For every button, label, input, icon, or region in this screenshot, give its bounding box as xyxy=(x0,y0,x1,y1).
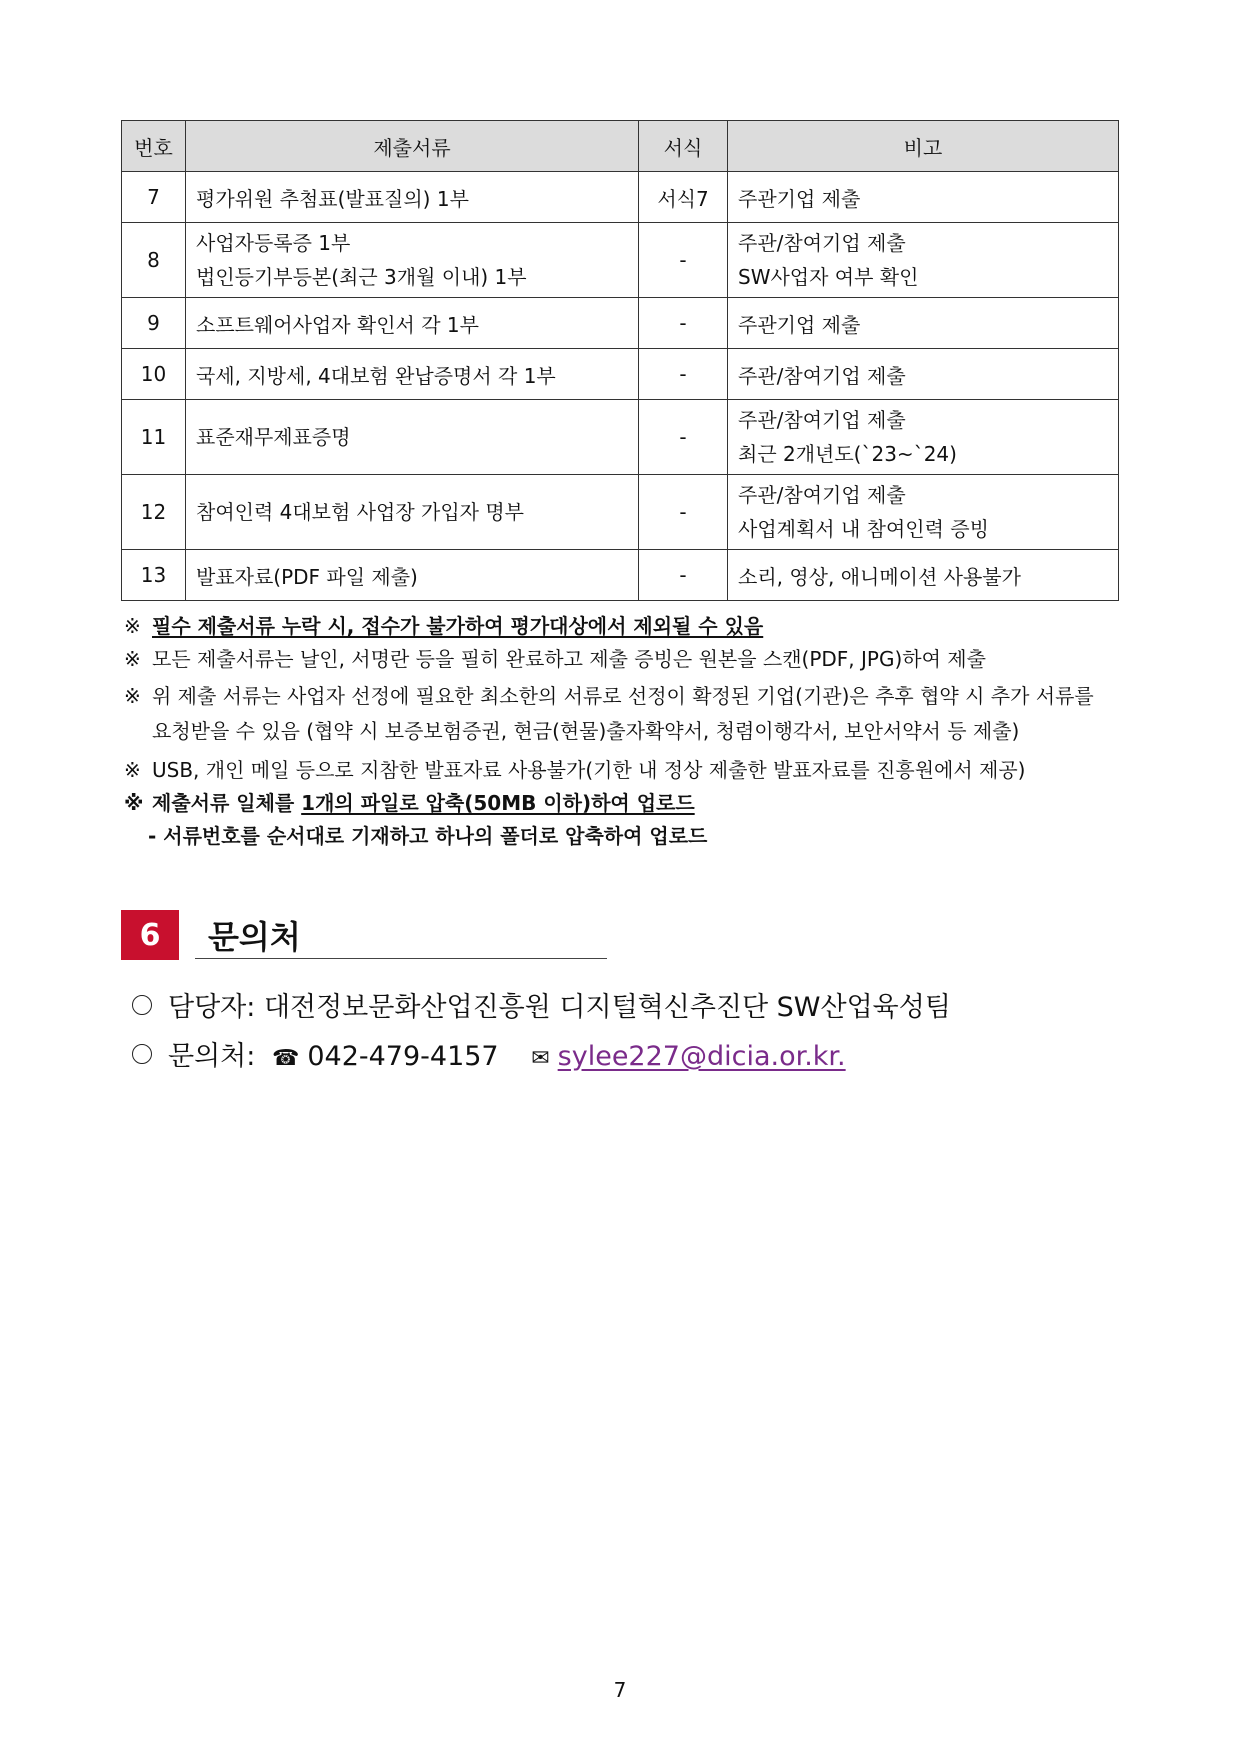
row-document-line: 소프트웨어사업자 확인서 각 1부 xyxy=(196,312,479,337)
row-document xyxy=(186,223,639,298)
note-additional-docs xyxy=(124,680,1094,709)
header-form: 서식 xyxy=(639,121,728,172)
row-document xyxy=(186,400,639,475)
inquiry-label: 문의처: xyxy=(168,1041,256,1072)
row-remarks xyxy=(728,550,1119,601)
row-remarks xyxy=(728,172,1119,223)
row-form: 서식7 xyxy=(639,172,728,223)
row-form: - xyxy=(639,475,728,550)
row-document-line: 법인등기부등본(최근 3개월 이내) 1부 xyxy=(196,265,527,289)
row-remarks-line: 주관기업 제출 xyxy=(738,186,861,211)
note-text: - 서류번호를 순서대로 기재하고 하나의 폴더로 압축하여 업로드 xyxy=(148,824,708,848)
row-form: - xyxy=(639,550,728,601)
reference-mark: ※ xyxy=(124,614,141,638)
row-form: - xyxy=(639,400,728,475)
row-document xyxy=(186,172,639,223)
row-document xyxy=(186,550,639,601)
note-folder xyxy=(148,820,707,849)
note-text: 요청받을 수 있음 (협약 시 보증보험증권, 현금(현물)출자확약서, 청렴이행각서, 보안서약서 등 제출) xyxy=(152,719,1020,743)
row-document-line: 표준재무제표증명 xyxy=(196,425,351,449)
reference-mark: ※ xyxy=(124,791,144,815)
reference-mark: ※ xyxy=(124,684,141,708)
reference-mark: ※ xyxy=(124,758,141,782)
table-row xyxy=(122,550,1119,601)
note-text-underlined: 1개의 파일로 압축(50MB 이하)하여 업로드 xyxy=(301,791,695,815)
note-text: 위 제출 서류는 사업자 선정에 필요한 최소한의 서류로 선정이 확정된 기업(기관)은 추후 협약 시 추가 서류를 xyxy=(152,684,1094,708)
row-document xyxy=(186,349,639,400)
manager-label: 담당자: xyxy=(168,992,256,1023)
page-number: 7 xyxy=(613,1678,627,1702)
contact-inquiry xyxy=(132,1034,846,1073)
row-number: 7 xyxy=(122,172,186,223)
row-remarks-line: 주관/참여기업 제출 xyxy=(738,408,906,432)
row-document-line: 사업자등록증 1부 xyxy=(196,231,351,255)
row-number: 8 xyxy=(122,223,186,298)
submission-documents-table xyxy=(121,120,1119,601)
row-number: 9 xyxy=(122,298,186,349)
header-document: 제출서류 xyxy=(186,121,639,172)
table-row xyxy=(122,349,1119,400)
table-row xyxy=(122,172,1119,223)
note-compress xyxy=(124,787,695,816)
row-remarks-line: 소리, 영상, 애니메이션 사용불가 xyxy=(738,564,1021,589)
note-required xyxy=(124,610,763,639)
note-signature xyxy=(124,643,986,672)
section-number-badge: 6 xyxy=(121,910,179,960)
note-text: 필수 제출서류 누락 시, 접수가 불가하여 평가대상에서 제외될 수 있음 xyxy=(152,614,764,638)
row-remarks-line: 주관/참여기업 제출 xyxy=(738,231,906,255)
table-row xyxy=(122,298,1119,349)
note-usb xyxy=(124,754,1025,783)
table-row xyxy=(122,475,1119,550)
row-document-line: 발표자료(PDF 파일 제출) xyxy=(196,564,418,589)
row-form: - xyxy=(639,349,728,400)
reference-mark: ※ xyxy=(124,647,141,671)
note-additional-docs-cont xyxy=(152,715,1019,744)
row-remarks xyxy=(728,298,1119,349)
row-document-line: 평가위원 추첨표(발표질의) 1부 xyxy=(196,186,469,211)
phone-icon: ☎ xyxy=(271,1046,300,1071)
email-link[interactable]: sylee227@dicia.or.kr. xyxy=(557,1041,846,1072)
note-text: USB, 개인 메일 등으로 지참한 발표자료 사용불가(기한 내 정상 제출한 발표자료를 진흥원에서 제공) xyxy=(152,758,1026,782)
row-form: - xyxy=(639,223,728,298)
section-divider xyxy=(195,958,607,959)
table-row xyxy=(122,400,1119,475)
section-title: 문의처 xyxy=(208,918,301,956)
row-document xyxy=(186,475,639,550)
manager-value: 대전정보문화산업진흥원 디지털혁신추진단 SW산업육성팀 xyxy=(263,992,951,1023)
phone-number: 042-479-4157 xyxy=(307,1041,499,1072)
row-remarks xyxy=(728,475,1119,550)
row-remarks xyxy=(728,223,1119,298)
row-form: - xyxy=(639,298,728,349)
row-remarks-line: 최근 2개년도(`23~`24) xyxy=(738,442,957,466)
row-document-line: 참여인력 4대보험 사업장 가입자 명부 xyxy=(196,500,524,524)
circle-bullet-icon xyxy=(132,995,152,1015)
row-remarks xyxy=(728,400,1119,475)
row-remarks-line: SW사업자 여부 확인 xyxy=(738,265,919,289)
row-number: 11 xyxy=(122,400,186,475)
table-header-row xyxy=(122,121,1119,172)
row-number: 12 xyxy=(122,475,186,550)
mail-icon: ✉ xyxy=(531,1046,550,1071)
row-remarks-line: 주관/참여기업 제출 xyxy=(738,363,906,388)
row-number: 10 xyxy=(122,349,186,400)
row-remarks-line: 주관/참여기업 제출 xyxy=(738,483,906,507)
contact-manager xyxy=(132,985,951,1024)
note-text: 제출서류 일체를 xyxy=(152,791,302,815)
header-remarks: 비고 xyxy=(728,121,1119,172)
row-remarks xyxy=(728,349,1119,400)
row-document-line: 국세, 지방세, 4대보험 완납증명서 각 1부 xyxy=(196,363,556,388)
note-text: 모든 제출서류는 날인, 서명란 등을 필히 완료하고 제출 증빙은 원본을 스캔(PDF, JPG)하여 제출 xyxy=(152,647,986,671)
row-remarks-line: 주관기업 제출 xyxy=(738,312,861,337)
row-document xyxy=(186,298,639,349)
header-number: 번호 xyxy=(122,121,186,172)
table-row xyxy=(122,223,1119,298)
circle-bullet-icon xyxy=(132,1044,152,1064)
row-remarks-line: 사업계획서 내 참여인력 증빙 xyxy=(738,517,989,541)
row-number: 13 xyxy=(122,550,186,601)
